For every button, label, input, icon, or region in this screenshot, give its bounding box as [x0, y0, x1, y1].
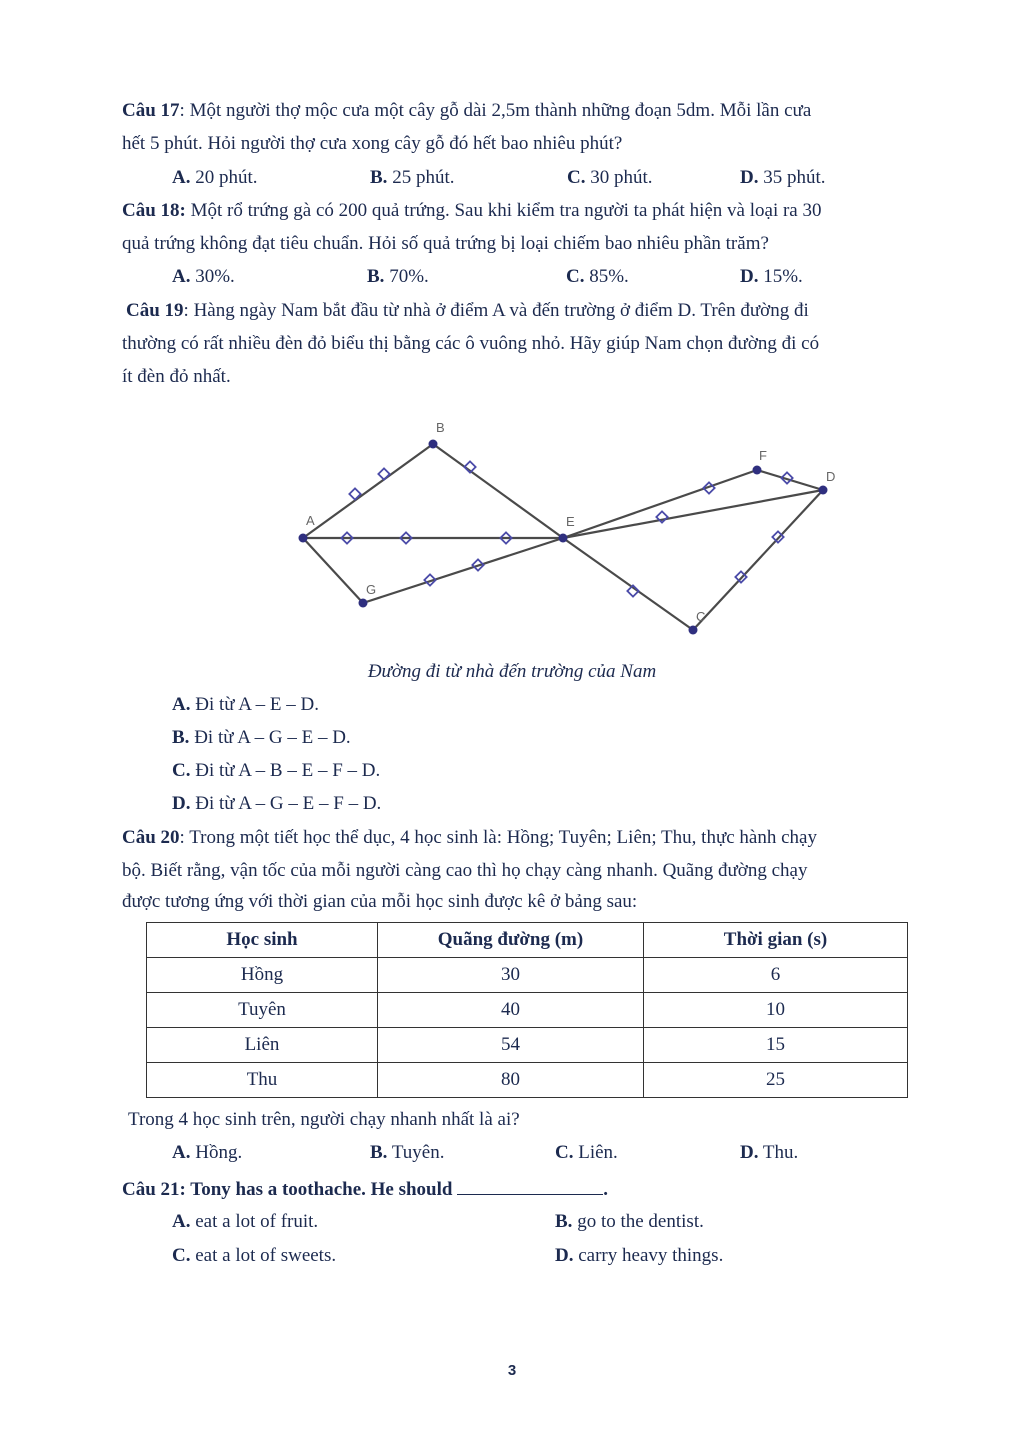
q19-line-1: Câu 19: Hàng ngày Nam bắt đầu từ nhà ở điểm A và đến trường ở điểm D. Trên đường đi [126, 300, 809, 321]
red-light-marker [703, 482, 714, 493]
cell-time: 10 [644, 993, 908, 1028]
q20-option-b: B. Tuyên. [370, 1142, 445, 1163]
cell-distance: 40 [378, 993, 644, 1028]
edge-c-d [693, 490, 823, 630]
node-g [359, 599, 368, 608]
cell-student: Hồng [147, 958, 378, 993]
node-b [429, 440, 438, 449]
q19-line-3: ít đèn đỏ nhất. [122, 366, 231, 387]
q19-option-b: B. Đi từ A – G – E – D. [172, 727, 351, 748]
q18-option-d: D. 15%. [740, 266, 803, 287]
edge-g-e [363, 538, 563, 603]
red-light-marker [772, 531, 783, 542]
red-light-marker [341, 532, 352, 543]
q18-option-a: A. 30%. [172, 266, 235, 287]
table-row [147, 993, 908, 1028]
q21-option-b: B. go to the dentist. [555, 1211, 704, 1232]
q21-option-d: D. carry heavy things. [555, 1245, 724, 1266]
q20-line-3: được tương ứng với thời gian của mỗi học sinh được kê ở bảng sau: [122, 891, 638, 912]
q21-label: Câu 21: Tony has a toothache. He should [122, 1179, 453, 1200]
q18-option-c: C. 85%. [566, 266, 629, 287]
answer-blank [457, 1176, 603, 1195]
q20-label: Câu 20 [122, 827, 180, 848]
q19-label: Câu 19 [126, 300, 184, 321]
q20-line-2: bộ. Biết rằng, vận tốc của mỗi người càng cao thì họ chạy càng nhanh. Quãng đường chạy [122, 860, 808, 881]
edge-e-f [563, 470, 757, 538]
q17-line-2: hết 5 phút. Hỏi người thợ cưa xong cây gỗ đó hết bao nhiêu phút? [122, 133, 623, 154]
red-light-marker [464, 461, 475, 472]
table-row [147, 1063, 908, 1098]
q20-option-d: D. Thu. [740, 1142, 799, 1163]
q18-line-2: quả trứng không đạt tiêu chuẩn. Hỏi số quả trứng bị loại chiếm bao nhiêu phần trăm? [122, 233, 769, 254]
node-a [299, 534, 308, 543]
q20-question: Trong 4 học sinh trên, người chạy nhanh nhất là ai? [128, 1109, 520, 1130]
red-light-marker [400, 532, 411, 543]
q17-option-d: D. 35 phút. [740, 167, 826, 188]
cell-time: 6 [644, 958, 908, 993]
node-e [559, 534, 568, 543]
q18-label: Câu 18: [122, 200, 186, 221]
q20-option-a: A. Hồng. [172, 1142, 243, 1163]
page-number: 3 [507, 1362, 517, 1379]
red-light-marker [656, 511, 667, 522]
label-b: B [436, 420, 445, 435]
red-light-marker [424, 574, 435, 585]
header-student: Học sinh [147, 923, 378, 958]
label-f: F [759, 448, 767, 463]
table-header-row [147, 923, 908, 958]
red-light-marker [472, 559, 483, 570]
cell-student: Thu [147, 1063, 378, 1098]
cell-time: 15 [644, 1028, 908, 1063]
cell-student: Tuyên [147, 993, 378, 1028]
red-light-marker [349, 488, 360, 499]
node-f [753, 466, 762, 475]
header-distance: Quãng đường (m) [378, 923, 644, 958]
q21-option-c: C. eat a lot of sweets. [172, 1245, 337, 1266]
node-d [819, 486, 828, 495]
edge-f-d [757, 470, 823, 490]
red-light-marker [500, 532, 511, 543]
edge-e-c [563, 538, 693, 630]
cell-distance: 54 [378, 1028, 644, 1063]
q18-line-1: Câu 18: Một rổ trứng gà có 200 quả trứng. Sau khi kiểm tra người ta phát hiện và loại ra 30 [122, 200, 822, 221]
edge-b-e [433, 444, 563, 538]
red-light-marker [735, 571, 746, 582]
node-c [689, 626, 698, 635]
q19-line-2: thường có rất nhiều đèn đỏ biểu thị bằng các ô vuông nhỏ. Hãy giúp Nam chọn đường đi có [122, 333, 820, 354]
q17-label: Câu 17 [122, 100, 180, 121]
q21-option-a: A. eat a lot of fruit. [172, 1211, 319, 1232]
edge-e-d [563, 490, 823, 538]
q20-option-c: C. Liên. [555, 1142, 618, 1163]
header-time: Thời gian (s) [644, 923, 908, 958]
table-row [147, 1028, 908, 1063]
q18-option-b: B. 70%. [367, 266, 429, 287]
q17-option-b: B. 25 phút. [370, 167, 455, 188]
cell-student: Liên [147, 1028, 378, 1063]
label-g: G [366, 582, 377, 597]
edge-a-g [303, 538, 363, 603]
q17-option-a: A. 20 phút. [172, 167, 258, 188]
q17-option-c: C. 30 phút. [567, 167, 653, 188]
table-row [147, 958, 908, 993]
red-light-marker [627, 585, 638, 596]
label-c: C [696, 609, 706, 624]
q19-option-d: D. Đi từ A – G – E – F – D. [172, 793, 382, 814]
q19-option-a: A. Đi từ A – E – D. [172, 694, 320, 715]
label-e: E [566, 514, 575, 529]
q17-text-1: : Một người thợ mộc cưa một cây gỗ dài 2,5m thành những đoạn 5dm. Mỗi lần cưa [179, 100, 812, 121]
edge-a-b [303, 444, 433, 538]
q21-line: Câu 21: Tony has a toothache. He should . [122, 1176, 608, 1203]
red-light-marker [781, 472, 792, 483]
cell-distance: 80 [378, 1063, 644, 1098]
cell-time: 25 [644, 1063, 908, 1098]
figure-caption: Đường đi từ nhà đến trường của Nam [367, 661, 657, 682]
q17-line-1 [122, 98, 811, 124]
q20-line-1: Câu 20: Trong một tiết học thể dục, 4 học sinh là: Hồng; Tuyên; Liên; Thu, thực hành chạy [122, 827, 817, 848]
label-d: D [826, 469, 836, 484]
label-a: A [306, 513, 315, 528]
q19-option-c: C. Đi từ A – B – E – F – D. [172, 760, 381, 781]
speed-table [146, 922, 908, 1098]
cell-distance: 30 [378, 958, 644, 993]
red-light-marker [378, 468, 389, 479]
